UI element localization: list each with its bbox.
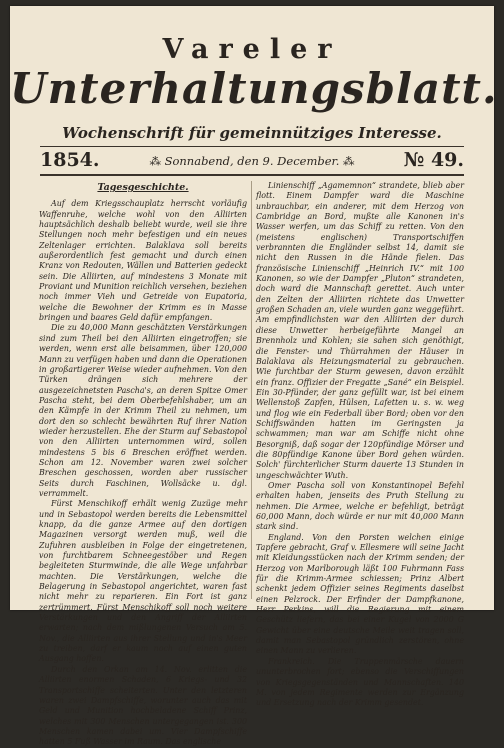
paragraph: Linienschiff „Agamemnon“ strandete, blieb aber flott. Einem Dampfer ward die Maschine unbrauchbar, ein anderer, mit dem Herzog von Cambridge an Bord, mußte alle Kanonen in's Wasser werfen, um das Schiff zu retten. Von den (meistens englischen) Transportschiffen verbrannten die Engländer selbst 14, damit sie nicht den Russen in die Hände fielen. Das französische Linienschiff „Heinrich IV.“ mit 100 Kanonen, so wie der Dampfer „Pluton“ strandeten, doch ward die Mannschaft gerettet. Auch unter den Zelten der Alliirten richtete das Unwetter großen Schaden an, viele wurden ganz weggeführt. Am empfindlichsten war den Alliirten der durch diese Unwetter herbeigeführte Mangel an Brennholz und Kohlen; sie sahen sich genöthigt, die Fenster- und Thürrahmen der Häuser in Balaklava als Heizungsmaterial zu gebrauchen. Wie furchtbar der Sturm gewesen, davon erzählt ein franz. Offizier der Fregatte „Sané“ ein Beispiel. Ein 30-Pfünder, der ganz gefüllt war, ist bei einem Wellenstoß Zapfen, Hülsen, Lafetten u. s. w. weg und flog wie ein Federball über Bord; oben vor den Schiffswänden hatten im Geringsten ja schwammen; man war am Schiffe nicht ohne Besorgniß, daß sogar der 120pfündige Mörser und die 80pfündige Kanone über Bord gehen würden. Solch' fürchterlicher Sturm dauerte 13 Stunden in ungeschwächter Wuth. [256, 181, 464, 480]
issue-year: 1854. [40, 149, 100, 171]
paragraph: Durch den Orkan am 14. Nov. erlitten die Alliirten enormen Schaden, 6 Kriegs- und 32 Transportschiffe scheiterten. Unter den letzteren waren zwei Dampfschiffe, worunter auch das mit Geld und Munition hochbeladene Schiff Prinz, welches mit 300 Menschen untergegangen ist. 300 Menschen kamen dabei um. Vier Dampfschiffe hatten 5 Fuß Wasser im Raum. Das englische [39, 664, 247, 747]
header-rule-top [40, 146, 464, 147]
column-divider [251, 181, 252, 599]
masthead-title-line1: Vareler [162, 34, 342, 65]
paragraph: Auf dem Kriegsschauplatz herrscht vorläufig Waffenruhe, welche wohl von den Alliirten hauptsächlich deshalb beliebt wurde, weil sie ihre Stellungen noch mehr befestigen und ein neues Zeltenlager errichten. Balaklava soll bereits außerordentlich fest gemacht und durch einen Kranz von Redouten, Wällen und Batterien gedeckt sein. Die Alliirten, auf mindestens 3 Monate mit Proviant und Munition reichlich versehen, beziehen noch immer Vieh und Getreide von Eupatoria, welche die Bewohner der Krimm es in Masse bringen und baares Geld dafür empfangen. [39, 199, 247, 323]
paragraph: Fürst Menschikoff erhält wenig Zuzüge mehr und in Sebastopol werden bereits die Lebensmittel knapp, da die ganze Armee auf den dortigen Magazinen versorgt werden muß, weil die Zufuhren ausbleiben in Folge der eingetretenen, von furchtbarem Schneegestöber und Regen begleiteten Sturmwinde, die alle Wege unfahrbar machten. Die Verstärkungen, welche die Belagerung in Sebastopol angerichtet, waren fast nicht mehr zu reparieren. Ein Fort ist ganz zertrümmert. Fürst Menschikoff soll noch weitere Verstärkungen und den Angriff der Alliirten erwarten; nach dem mißlungenen Versuch am 5. Nov., die Alliirten aus ihrer Stellung und in's Meer zu treiben, darf er kaum noch auf einen guten Ausgang hoffen. [39, 499, 247, 664]
masthead [10, 6, 498, 178]
newspaper-page [10, 6, 498, 747]
paragraph: Die zu 40,000 Mann geschätzten Verstärkungen sind zum Theil bei den Alliirten eingetroffen; sie werden, wenn erst alle beisammen, über 120,000 Mann zu verfügen haben und dann die Operationen in großartigerer Weise wieder aufnehmen. Von den Türken drängen sich mehrere der ausgezeichnetsten Pascha's, an deren Spitze Omer Pascha steht, bei dem Oberbefehlshaber, um an den Kämpfe in der Krimm Theil zu nehmen, um dort den so schlecht bewährten Ruf ihrer Nation wieder herzustellen. Ehe der Sturm auf Sebastopol von den Alliirten unternommen wird, sollen mindestens 5 bis 6 Breschen eröffnet werden. Schon am 12. November waren zwei solcher Breschen geschossen, worden aber russischer Seits durch Faschinen, Wollsäcke u. dgl. verrammelt. [39, 323, 247, 498]
paragraph: Omer Pascha soll von Konstantinopel Befehl erhalten haben, jenseits des Pruth Stellung zu nehmen. Die Armee, welche er befehligt, beträgt 60,000 Mann, doch würde er nur mit 40,000 Mann stark sind. [256, 480, 464, 532]
header-rule-bottom [40, 174, 464, 176]
right-column [256, 181, 464, 709]
paragraph: Frankreich. Die Truppenmärsche dauern ununterbrochen fort; ebenso die Verschiffungen von Kriegsgegenständen und Mannschaften. 140 M. von jedem Regimente werden zur Ergänzung und Ersetzung nach der Krimm gesendet. [256, 656, 464, 708]
section-title: Tagesgeschichte. [97, 182, 189, 193]
left-column [39, 181, 247, 748]
paragraph: England. Von den Porsten welchen einige Tapfere gebracht, Graf v. Ellesmere will seine Jacht mit Kleidungsstücken nach der Krimm senden; der Herzog von Marlborough läßt 100 Fuhrmann Fass für die Krimm-Armee schiessen; Prinz Albert schenkt jedem Offizier seines Regiments daselbst einen Pelzrock. Der Erfinder der Dampfkanone, Herr Perkins, will die Regierung mit einem Geschütz liefern, das bei einer Kugel von 2000 G Gewicht über eine deutsche Meile weit tragen soll, damit man Sebastopol gründlich zerstören, ohne einen Mann zu verlieren. [256, 532, 464, 656]
dateline [40, 149, 464, 173]
masthead-title-line2: Unterhaltungsblatt. [10, 64, 498, 113]
issue-date: ⁂ Sonnabend, den 9. December. ⁂ [149, 154, 355, 168]
masthead-subtitle: Wochenschrift für gemeinnütziges Interesse. [62, 124, 442, 142]
issue-number: № 49. [403, 149, 464, 171]
